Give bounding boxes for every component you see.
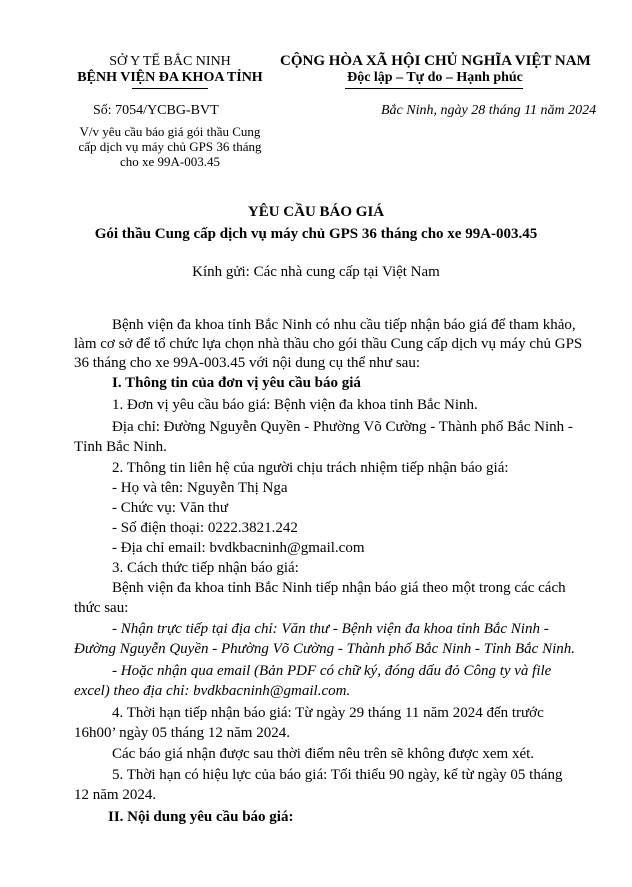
issuer-hospital: BỆNH VIỆN ĐA KHOA TỈNH — [77, 70, 263, 85]
place-date: Bắc Ninh, ngày 28 tháng 11 năm 2024 — [381, 103, 597, 118]
document-title: YÊU CẦU BÁO GIÁ — [247, 204, 385, 220]
item-4-line-1: 4. Thời hạn tiếp nhận báo giá: Từ ngày 29 tháng 11 năm 2024 đến trước — [112, 705, 544, 721]
email-delivery-line-1: - Hoặc nhận qua email (Bản PDF có chữ ký, đóng dấu đỏ Công ty và file — [112, 663, 552, 679]
item-5-line-1: 5. Thời hạn có hiệu lực của báo giá: Tối thiểu 90 ngày, kể từ ngày 05 tháng — [112, 767, 563, 783]
email-delivery-line-2: excel) theo địa chỉ: bvdkbacninh@gmail.com. — [74, 683, 351, 699]
item-5-line-2: 12 năm 2024. — [74, 787, 157, 803]
contact-role: - Chức vụ: Văn thư — [112, 500, 228, 516]
issuer-underline — [132, 88, 208, 89]
item-2: 2. Thông tin liên hệ của người chịu trách nhiệm tiếp nhận báo giá: — [112, 460, 509, 476]
receive-line-1: Bệnh viện đa khoa tỉnh Bắc Ninh tiếp nhận báo giá theo một trong các cách — [112, 580, 566, 596]
item-3: 3. Cách thức tiếp nhận báo giá: — [112, 560, 299, 576]
intro-line-3: 36 tháng cho xe 99A-003.45 với nội dung cụ thể như sau: — [74, 355, 421, 371]
late-quote-note: Các báo giá nhận được sau thời điểm nêu trên sẽ không được xem xét. — [112, 746, 535, 762]
section-2-heading: II. Nội dung yêu cầu báo giá: — [108, 809, 294, 825]
contact-name: - Họ và tên: Nguyễn Thị Nga — [112, 480, 288, 496]
address-line-1: Địa chỉ: Đường Nguyễn Quyền - Phường Võ Cường - Thành phố Bắc Ninh - — [112, 419, 573, 435]
direct-delivery-line-1: - Nhận trực tiếp tại địa chỉ: Văn thư - Bệnh viện đa khoa tỉnh Bắc Ninh - — [112, 621, 549, 637]
national-motto: Độc lập – Tự do – Hạnh phúc — [347, 70, 523, 85]
motto-underline — [345, 88, 523, 89]
national-title: CỘNG HÒA XÃ HỘI CHỦ NGHĨA VIỆT NAM — [280, 53, 591, 69]
intro-line-1: Bệnh viện đa khoa tỉnh Bắc Ninh có nhu cầu tiếp nhận báo giá để tham khảo, — [112, 317, 576, 333]
contact-phone: - Số điện thoại: 0222.3821.242 — [112, 520, 298, 536]
subject-line-3: cho xe 99A-003.45 — [119, 154, 220, 169]
contact-email: - Địa chỉ email: bvdkbacninh@gmail.com — [112, 540, 365, 556]
item-4-line-2: 16h00’ ngày 05 tháng 12 năm 2024. — [74, 725, 290, 741]
address-line-2: Tỉnh Bắc Ninh. — [74, 439, 167, 455]
section-1-heading: I. Thông tin của đơn vị yêu cầu báo giá — [112, 375, 361, 391]
document-subtitle: Gói thầu Cung cấp dịch vụ máy chủ GPS 36 tháng cho xe 99A-003.45 — [94, 226, 538, 242]
intro-line-2: làm cơ sở để tổ chức lựa chọn nhà thầu cho gói thầu Cung cấp dịch vụ máy chủ GPS — [74, 336, 583, 352]
item-1: 1. Đơn vị yêu cầu báo giá: Bệnh viện đa khoa tỉnh Bắc Ninh. — [112, 397, 478, 413]
issuer-department: SỞ Y TẾ BẮC NINH — [109, 54, 231, 69]
subject-line-2: cấp dịch vụ máy chủ GPS 36 tháng — [78, 139, 262, 154]
direct-delivery-line-2: Đường Nguyễn Quyền - Phường Võ Cường - Thành phố Bắc Ninh - Tỉnh Bắc Ninh. — [74, 641, 576, 657]
document-number: Số: 7054/YCBG-BVT — [93, 103, 219, 118]
subject-line-1: V/v yêu cầu báo giá gói thầu Cung — [79, 124, 261, 139]
recipient-line: Kính gửi: Các nhà cung cấp tại Việt Nam — [192, 264, 440, 280]
receive-line-2: thức sau: — [74, 600, 129, 616]
